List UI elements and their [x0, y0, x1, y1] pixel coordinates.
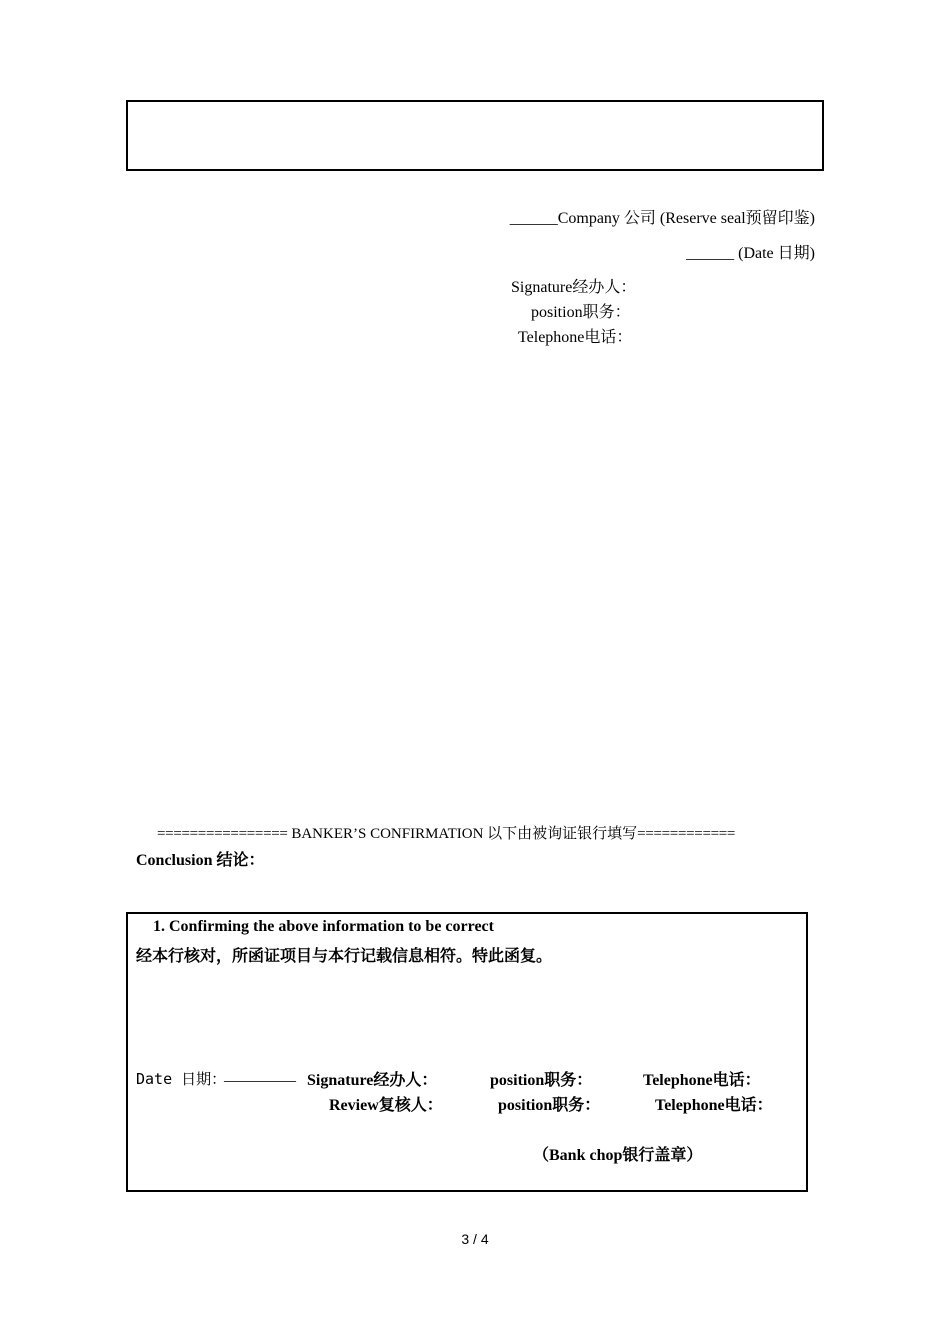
company-date-line: ______ (Date 日期): [686, 245, 815, 262]
heading-divider-left: ================: [157, 826, 288, 842]
review-label: Review复核人：: [329, 1097, 443, 1114]
bank-signature-label: Signature经办人：: [307, 1072, 438, 1089]
confirmation-item-en: 1. Confirming the above information to be correct: [153, 918, 494, 935]
company-telephone-label: Telephone电话：: [518, 329, 633, 346]
confirmation-item-cn: 经本行核对，所函证项目与本行记载信息相符。特此函复。: [136, 948, 553, 965]
company-seal-line: ______Company 公司 (Reserve seal预留印鉴): [509, 210, 815, 227]
company-position-label: position职务：: [531, 304, 631, 321]
bank-date-label: Date 日期：: [136, 1070, 227, 1088]
bank-chop-label: （Bank chop银行盖章）: [533, 1147, 703, 1164]
company-signature-label: Signature经办人：: [511, 279, 637, 296]
bank-telephone-label: Telephone电话：: [643, 1072, 761, 1089]
bank-date-blank: _________: [224, 1067, 296, 1084]
page-number: 3 / 4: [461, 1231, 489, 1247]
review-telephone-label: Telephone电话：: [655, 1097, 773, 1114]
review-position-label: position职务：: [498, 1097, 601, 1114]
banker-confirmation-heading: [157, 822, 735, 843]
conclusion-label: Conclusion 结论：: [136, 852, 265, 869]
bank-position-label: position职务：: [490, 1072, 593, 1089]
heading-text: BANKER’S CONFIRMATION 以下由被询证银行填写: [287, 826, 638, 842]
top-bordered-box: [126, 100, 824, 171]
heading-divider-right: ============: [637, 826, 736, 842]
